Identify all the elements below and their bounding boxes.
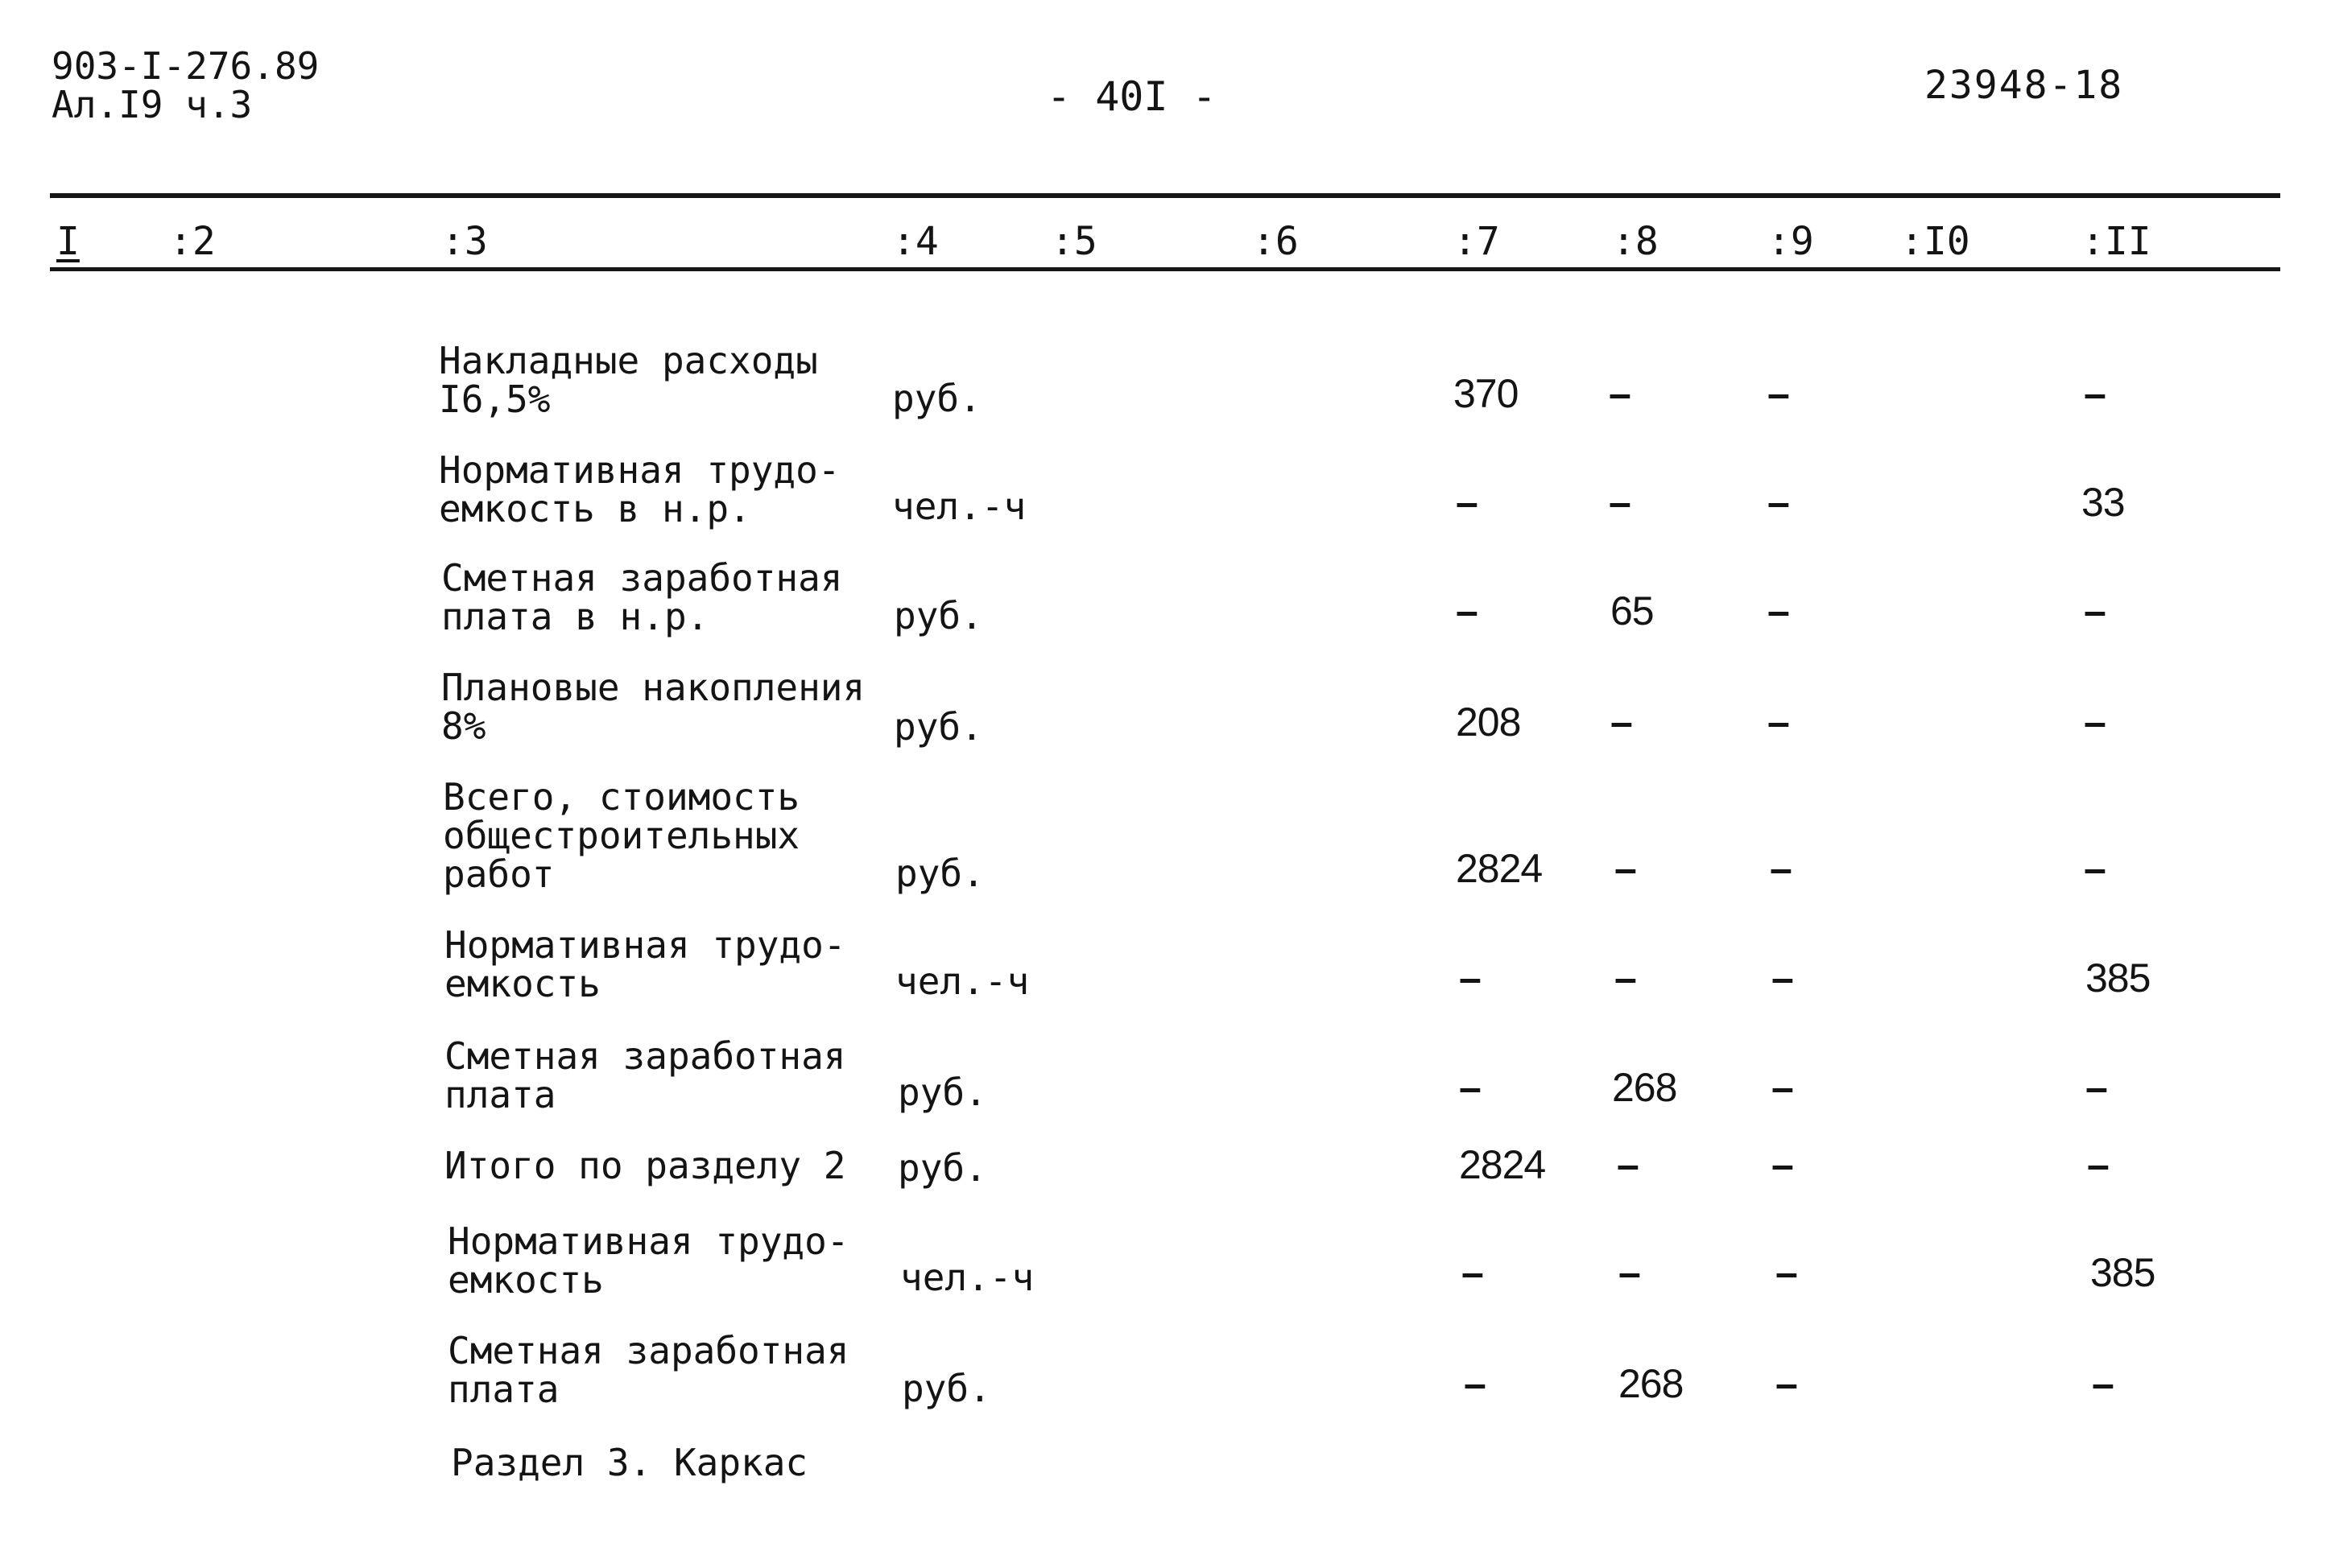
row-value-col9: – xyxy=(1775,1361,1798,1406)
row-value-col8: – xyxy=(1614,955,1637,1001)
document-code xyxy=(52,44,320,126)
column-header-2: :2 xyxy=(169,219,216,264)
document-code-line-1: 903-I-276.89 xyxy=(52,44,320,88)
page-number: - 40I - xyxy=(1047,73,1217,120)
row-value-col8: – xyxy=(1617,1142,1639,1187)
row-description: Сметная заработная плата xyxy=(448,1329,849,1411)
row-value-col8: – xyxy=(1609,480,1631,525)
row-unit: руб. xyxy=(898,1146,987,1190)
row-value-col8: 268 xyxy=(1612,1065,1677,1110)
row-value-col8: – xyxy=(1609,371,1631,416)
column-header-6: :6 xyxy=(1252,219,1299,264)
row-value-col7: 370 xyxy=(1453,371,1519,416)
row-description: Сметная заработная плата xyxy=(444,1034,846,1116)
row-value-col8: 268 xyxy=(1618,1361,1684,1406)
column-header-11: :II xyxy=(2081,219,2151,264)
row-value-col7: – xyxy=(1459,955,1482,1001)
row-value-col9: – xyxy=(1775,1250,1798,1295)
row-unit: руб. xyxy=(894,594,983,638)
column-header-3: :3 xyxy=(441,219,488,264)
row-value-col9: – xyxy=(1771,1065,1794,1110)
row-value-col8: – xyxy=(1614,846,1637,891)
row-unit: руб. xyxy=(902,1367,991,1410)
row-value-col9: – xyxy=(1770,846,1792,891)
column-header-4: :4 xyxy=(892,219,939,264)
column-header-9: :9 xyxy=(1767,219,1814,264)
table-top-rule xyxy=(50,193,2280,198)
row-value-col11: – xyxy=(2092,1361,2114,1406)
section-title: Раздел 3. Каркас xyxy=(451,1441,808,1484)
row-value-col11: – xyxy=(2084,371,2106,416)
row-value-col7: 208 xyxy=(1456,699,1521,745)
row-value-col7: – xyxy=(1456,588,1478,633)
row-description: Нормативная трудо- емкость xyxy=(444,923,846,1005)
row-unit: чел.-ч xyxy=(900,1256,1035,1299)
row-description: Плановые накопления 8% xyxy=(441,666,866,748)
row-description: Всего, стоимость общестроительных работ xyxy=(443,775,800,896)
column-header-8: :8 xyxy=(1612,219,1659,264)
row-value-col9: – xyxy=(1767,588,1790,633)
row-description: Итого по разделу 2 xyxy=(444,1144,846,1187)
row-value-col11: 385 xyxy=(2085,955,2151,1001)
row-value-col9: – xyxy=(1771,1142,1794,1187)
sheet-code: 23948-18 xyxy=(1924,63,2124,108)
row-value-col9: – xyxy=(1767,480,1790,525)
row-value-col7: 2824 xyxy=(1456,846,1543,891)
column-header-5: :5 xyxy=(1051,219,1097,264)
row-value-col8: – xyxy=(1610,699,1633,745)
row-description: Сметная заработная плата в н.р. xyxy=(441,556,843,638)
row-unit: руб. xyxy=(894,705,983,749)
row-value-col8: 65 xyxy=(1610,588,1654,633)
document-code-line-2: Ал.I9 ч.3 xyxy=(52,83,253,126)
row-description: Нормативная трудо- емкость в н.р. xyxy=(439,448,841,530)
row-value-col7: 2824 xyxy=(1459,1142,1546,1187)
row-value-col11: – xyxy=(2084,588,2106,633)
row-description: Нормативная трудо- емкость xyxy=(448,1219,849,1302)
column-header-1: I xyxy=(56,219,80,264)
row-unit: руб. xyxy=(892,377,982,420)
row-unit: чел.-ч xyxy=(892,485,1027,528)
row-description: Накладные расходы I6,5% xyxy=(439,339,818,421)
row-value-col9: – xyxy=(1771,955,1794,1001)
row-unit: руб. xyxy=(898,1071,987,1114)
row-value-col9: – xyxy=(1767,371,1790,416)
row-value-col11: – xyxy=(2085,1065,2108,1110)
row-value-col11: 33 xyxy=(2081,480,2125,525)
row-value-col11: – xyxy=(2084,846,2106,891)
row-value-col11: – xyxy=(2087,1142,2110,1187)
row-value-col7: – xyxy=(1461,1250,1484,1295)
row-value-col7: – xyxy=(1464,1361,1486,1406)
row-value-col8: – xyxy=(1618,1250,1641,1295)
row-unit: руб. xyxy=(895,852,985,895)
row-value-col11: 385 xyxy=(2090,1250,2155,1295)
column-header-10: :I0 xyxy=(1900,219,1970,264)
row-value-col9: – xyxy=(1767,699,1790,745)
column-header-7: :7 xyxy=(1453,219,1500,264)
row-unit: чел.-ч xyxy=(895,959,1030,1003)
row-value-col7: – xyxy=(1459,1065,1482,1110)
table-header-rule xyxy=(50,267,2280,271)
row-value-col11: – xyxy=(2084,699,2106,745)
row-value-col7: – xyxy=(1456,480,1478,525)
